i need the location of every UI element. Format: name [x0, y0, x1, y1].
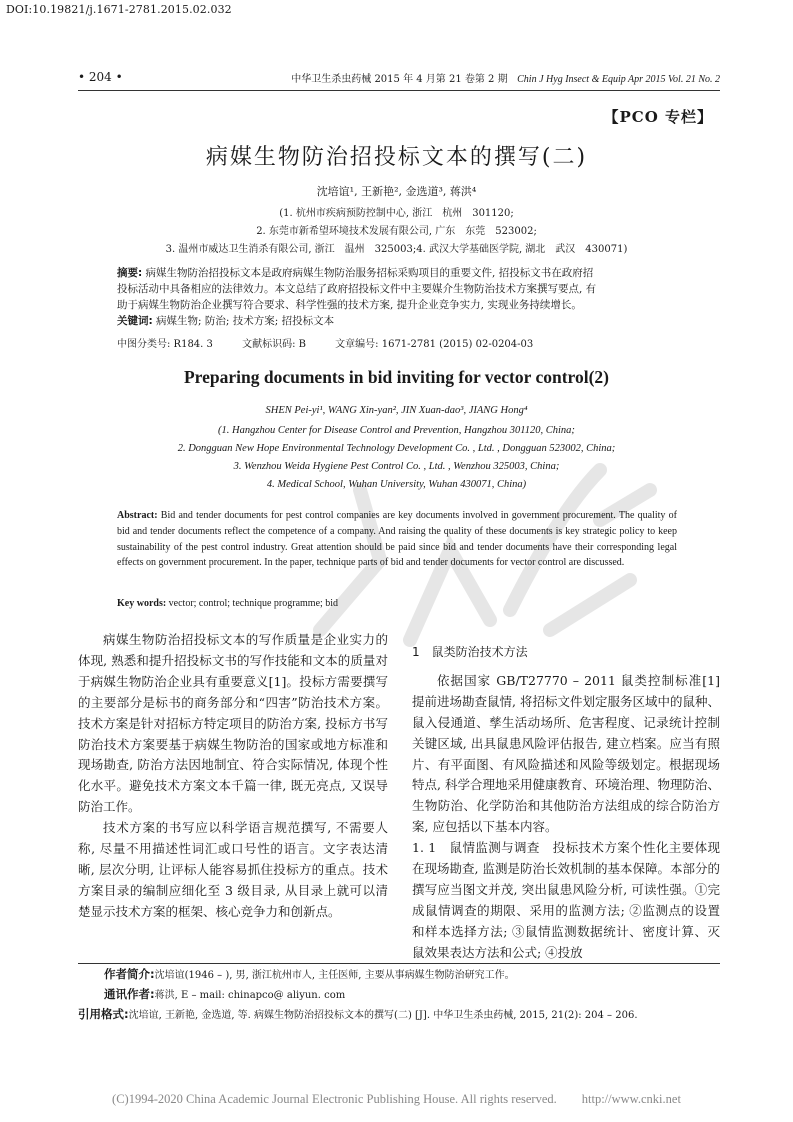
- copyright-line: (C)1994-2020 China Academic Journal Electronic Publishing House. All rights reserved. http://www.cnki.net: [112, 1092, 681, 1106]
- footnote-corresponding: [104, 986, 744, 1002]
- journal-en: Chin J Hyg Insect & Equip Apr 2015 Vol. 21 No. 2: [517, 74, 720, 85]
- keywords-cn: 病媒生物; 防治; 技术方案; 招投标文本: [156, 315, 335, 327]
- footnote-label: 通讯作者:: [104, 987, 155, 1001]
- body-paragraph: 病媒生物防治招投标文本的写作质量是企业实力的体现, 熟悉和提升招投标文书的写作技能和文本的质量对于病媒生物防治企业具有重要意义[1]。投标方需要撰写的主要部分是标书的商务部分和“四害”防治技术方案。技术方案是针对招标方特定项目的防治方案, 投标方书写防治技术方案要基于病媒生物防治的国家或地方标准和现场勘查, 防治方法因地制宜、符合实际情况, 体现个性化水平。避免技术方案文本千篇一律, 既无亮点, 又误导防治工作。: [78, 632, 388, 815]
- footnote-citation: [78, 1006, 718, 1022]
- column-tag: 【PCO 专栏】: [603, 108, 713, 126]
- abstract-en-text: Bid and tender documents for pest control companies are key documents involved in government procurement. The quality of bid and tender documents reflect the competence of a company. And raising the quality of these documents is key strategic policy to keep sustainability of the pest control industry. Great attention should be paid since bid and tender documents have their corresponding legal effects on government procurement. In the paper, technique parts of bid and tender documents for vector control are discussed.: [117, 510, 677, 569]
- article-number: 文章编号: 1671-2781 (2015) 02-0204-03: [335, 339, 534, 350]
- header-rule: [78, 90, 720, 91]
- section-heading: 1 鼠类防治技术方法: [412, 645, 528, 659]
- authors-cn: 沈培谊¹, 王新艳², 金选道³, 蒋洪⁴: [316, 185, 477, 198]
- footnote-text: 沈培谊(1946 – ), 男, 浙江杭州市人, 主任医师, 主要从事病媒生物防治研究工作。: [154, 970, 515, 981]
- body-left-column: [78, 630, 388, 923]
- abstract-cn-line: 病媒生物防治招投标文本是政府病媒生物防治服务招标采购项目的重要文件, 招投标文书在政府招: [145, 267, 594, 279]
- affiliation-cn: 2. 东莞市新希望环境技术发展有限公司, 广东 东莞 523002;: [256, 226, 537, 237]
- body-paragraph: 依据国家 GB/T27770 – 2011 鼠类控制标准[1] 提前进场勘查鼠情, 将招标文件划定服务区域中的鼠种、鼠入侵通道、孳生活动场所、危害程度、记录统计控制关键区域, 出具鼠患风险评估报告, 建立档案。应当有照片、有平面图、有风险描述和风险等级划定。根据现场特点, 科学合理地采用健康教育、环境治理、物理防治、生物防治、化学防治和其他防治方法组成的综合防治方案, 应包括以下基本内容。: [412, 672, 720, 835]
- affiliation-cn: (1. 杭州市疾病预防控制中心, 浙江 杭州 301120;: [279, 208, 514, 219]
- footnote-label: 引用格式:: [78, 1007, 129, 1021]
- keywords-cn-label: 关键词:: [117, 315, 153, 327]
- authors-en: SHEN Pei-yi¹, WANG Xin-yan², JIN Xuan-dao³, JIANG Hong⁴: [265, 405, 528, 416]
- article-title-cn: 病媒生物防治招投标文本的撰写(二): [205, 145, 588, 170]
- affiliation-en: (1. Hangzhou Center for Disease Control and Prevention, Hangzhou 301120, China;: [218, 425, 575, 436]
- doi-line: DOI:10.19821/j.1671-2781.2015.02.032: [6, 3, 232, 16]
- page-number: • 204 •: [78, 70, 123, 84]
- affiliation-en: 3. Wenzhou Weida Hygiene Pest Control Co. , Ltd. , Wenzhou 325003, China;: [233, 461, 560, 472]
- abstract-cn: [117, 265, 677, 329]
- document-code: 文献标识码: B: [242, 339, 306, 350]
- abstract-en: [117, 508, 677, 571]
- affiliation-cn: 3. 温州市威达卫生消杀有限公司, 浙江 温州 325003;4. 武汉大学基础医学院, 湖北 武汉 430071): [165, 244, 628, 255]
- journal-info: [291, 70, 720, 85]
- footnote-text: 沈培谊, 王新艳, 金选道, 等. 病媒生物防治招投标文本的撰写(二) [J]. 中华卫生杀虫药械, 2015, 21(2): 204 – 206.: [128, 1010, 638, 1021]
- journal-cn: 中华卫生杀虫药械 2015 年 4 月第 21 卷第 2 期: [291, 74, 508, 85]
- footnote-text: 蒋洪, E – mail: chinapco@ aliyun. com: [154, 990, 346, 1001]
- affiliation-en: 4. Medical School, Wuhan University, Wuhan 430071, China): [266, 479, 527, 490]
- footnote-author: [104, 966, 744, 982]
- running-header: [78, 70, 720, 88]
- footnote-rule: [78, 963, 720, 964]
- article-title-en: Preparing documents in bid inviting for vector control(2): [183, 367, 610, 387]
- footnote-label: 作者简介:: [104, 967, 155, 981]
- body-right-column: [412, 642, 720, 964]
- body-paragraph: 技术方案的书写应以科学语言规范撰写, 不需要人称, 尽量不用描述性词汇或口号性的语言。文字表达清晰, 层次分明, 让评标人能容易抓住投标方的重点。技术方案目录的编制应细化至 3 级目录, 从目录上就可以清楚显示技术方案的框架、核心竞争力和创新点。: [78, 820, 388, 919]
- abstract-cn-label: 摘要:: [117, 267, 143, 279]
- abstract-cn-line: 助于病媒生物防治企业撰写符合要求、科学性强的技术方案, 提升企业竞争实力, 实现业务持续增长。: [117, 299, 582, 311]
- clc-number: 中图分类号: R184. 3: [117, 339, 213, 350]
- abstract-cn-line: 投标活动中具备相应的法律效力。本文总结了政府招投标文件中主要媒介生物防治技术方案撰写要点, 有: [117, 283, 597, 295]
- keywords-en-label: Key words:: [117, 598, 167, 609]
- affiliation-en: 2. Dongguan New Hope Environmental Technology Development Co. , Ltd. , Dongguan 523002, China;: [177, 443, 616, 454]
- keywords-en: [117, 598, 677, 609]
- abstract-en-label: Abstract:: [117, 510, 158, 521]
- classification-line: [117, 335, 677, 350]
- body-paragraph: 1. 1 鼠情监测与调查 投标技术方案个性化主要体现在现场勘查, 监测是防治长效机制的基本保障。本部分的撰写应当图文并茂, 突出鼠患风险分析, 可读性强。①完成鼠情调查的期限、采用的监测方法; ②监测点的设置和样本选择方法; ③鼠情监测数据统计、密度计算、灭鼠效果表达方法和公式; ④投放: [412, 840, 720, 960]
- keywords-en-text: vector; control; technique programme; bid: [168, 598, 339, 609]
